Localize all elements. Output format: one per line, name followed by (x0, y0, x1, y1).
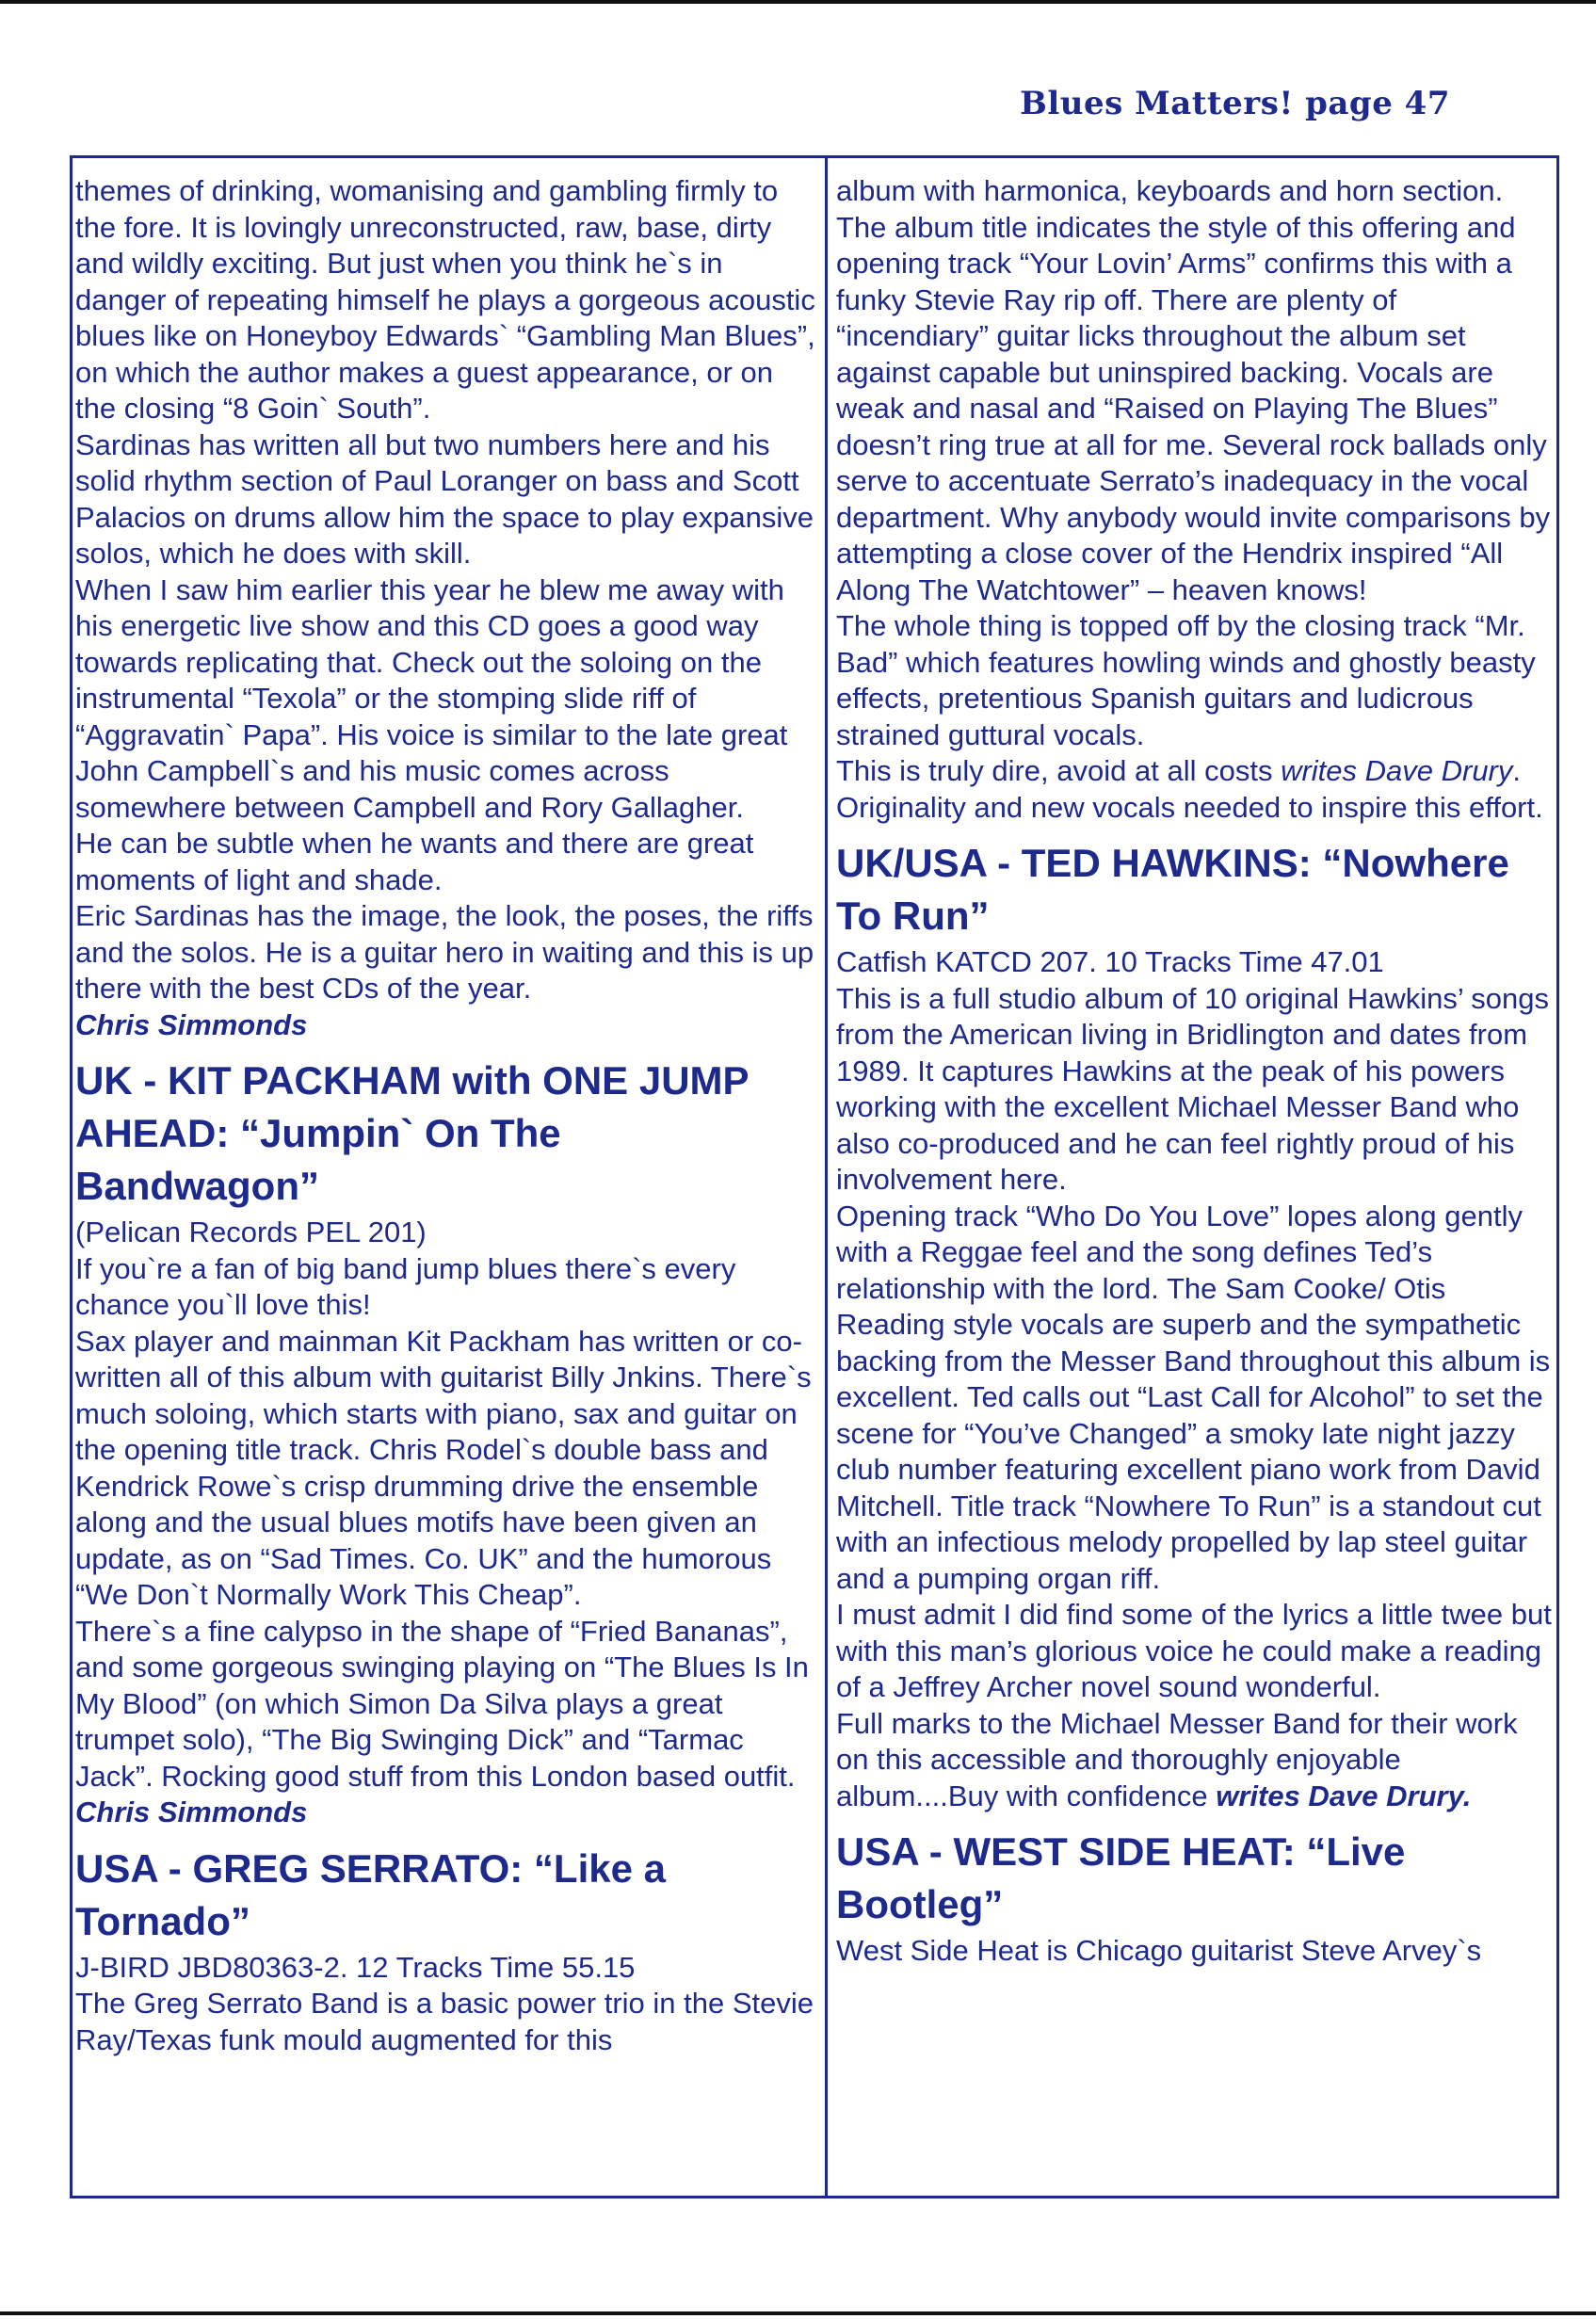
bottom-rule (0, 2311, 1596, 2315)
credit: writes Dave Drury (1281, 754, 1513, 787)
page-number: page 47 (1305, 85, 1450, 122)
paragraph: This is a full studio album of 10 original Hawkins’ songs from the American living in Bridlington and dates from 1989. It captures Hawkins at the peak of his powers working with the excellent Michael Messer Band who also co-produced and he can feel rightly proud of his involvement here. (836, 981, 1549, 1196)
credit: writes Dave Drury. (1216, 1779, 1472, 1812)
paragraph: Sardinas has written all but two numbers here and his solid rhythm section of Paul Loranger on bass and Scott Palacios on drums allow him the space to play expansive solos, which he does with skill. (75, 427, 814, 570)
paragraph (75, 1614, 815, 1831)
review-heading-kit-packham: UK - KIT PACKHAM with ONE JUMP AHEAD: “Jumpin` On The Bandwagon” (75, 1058, 749, 1208)
paragraph: Opening track “Who Do You Love” lopes along gently with a Reggae feel and the song defines Ted’s relationship with the lord. The Sam Cooke/ Otis Reading style vocals are superb and the sympathetic backing from the Messer Band throughout this album is excellent. Ted calls out “Last Call for Alcohol” to set the scene for “You’ve Changed” a smoky late night jazzy club number featuring excellent piano work from David Mitchell. Title track “Nowhere To Run” is a standout cut with an infectious melody propelled by lap steel guitar and a pumping organ riff. (836, 1199, 1551, 1595)
paragraph (836, 1706, 1552, 1815)
paragraph: album with harmonica, keyboards and horn section. (836, 174, 1504, 207)
review-heading-ted-hawkins: UK/USA - TED HAWKINS: “Nowhere To Run” (836, 841, 1509, 938)
paragraph (836, 753, 1552, 826)
page-header (998, 85, 1450, 122)
top-rule (0, 0, 1596, 4)
paragraph-text: Full marks to the Michael Messer Band for their work on this accessible and thoroughly enjoyable album....Buy with confidence (836, 1706, 1518, 1812)
paragraph: West Side Heat is Chicago guitarist Steve Arvey`s (836, 1934, 1482, 1967)
paragraph: The album title indicates the style of this offering and opening track “Your Lovin’ Arms” confirms this with a funky Stevie Ray rip off. There are plenty of “incendiary” guitar licks throughout the album set against capable but uninspired backing. Vocals are weak and nasal and “Raised on Playing The Blues” doesn’t ring true at all for me. Several rock ballads only serve to accentuate Serrato’s inadequacy in the vocal department. Why anybody would invite comparisons by attempting a close cover of the Hendrix inspired “All Along The Watchtower” – heaven knows! (836, 210, 1551, 606)
paragraph: If you`re a fan of big band jump blues there`s every chance you`ll love this! (75, 1251, 736, 1321)
label-info: Catfish KATCD 207. 10 Tracks Time 47.01 (836, 945, 1384, 978)
paragraph: He can be subtle when he wants and there are great moments of light and shade. (75, 827, 754, 896)
label-info: J-BIRD JBD80363-2. 12 Tracks Time 55.15 (75, 1950, 636, 1984)
review-heading-greg-serrato: USA - GREG SERRATO: “Like a Tornado” (75, 1845, 666, 1943)
paragraph: Eric Sardinas has the image, the look, the poses, the riffs and the solos. He is a guitar hero in waiting and this is up there with the best CDs of the year. (75, 899, 814, 1005)
magazine-title: Blues Matters! (1020, 85, 1294, 122)
left-column (75, 173, 815, 2058)
byline: Chris Simmonds (75, 1796, 308, 1828)
paragraph-text: There`s a fine calypso in the shape of “Fried Bananas”, and some gorgeous swinging playing on “The Blues Is In My Blood” (on which Simon Da Silva plays a great trumpet solo), “The Big Swinging Dick” and “Tarmac Jack”. Rocking good stuff from this London based outfit. (75, 1614, 809, 1793)
label-info: (Pelican Records PEL 201) (75, 1216, 427, 1248)
right-column (836, 173, 1552, 1970)
paragraph: The Greg Serrato Band is a basic power trio in the Stevie Ray/Texas funk mould augmented for this (75, 1987, 814, 2056)
paragraph-text: . Originality and new vocals needed to inspire this effort. (836, 754, 1543, 824)
paragraph-text: This is truly dire, avoid at all costs (836, 754, 1282, 787)
review-heading-west-side-heat: USA - WEST SIDE HEAT: “Live Bootleg” (836, 1829, 1406, 1926)
column-divider (825, 155, 828, 2198)
paragraph: The whole thing is topped off by the closing track “Mr. Bad” which features howling winds and ghostly beasty effects, pretentious Spanish guitars and ludicrous strained guttural vocals. (836, 609, 1536, 751)
paragraph: I must admit I did find some of the lyrics a little twee but with this man’s glorious voice he could make a reading of a Jeffrey Archer novel sound wonderful. (836, 1598, 1552, 1703)
byline: Chris Simmonds (75, 1007, 308, 1041)
paragraph: When I saw him earlier this year he blew me away with his energetic live show and this CD goes a good way towards replicating that. Check out the soloing on the instrumental “Texola” or the stomping slide riff of “Aggravatin` Papa”. His voice is similar to the late great John Campbell`s and his music comes across somewhere between Campbell and Rory Gallagher. (75, 572, 788, 824)
paragraph: Sax player and mainman Kit Packham has written or co-written all of this album with guitarist Billy Jnkins. There`s much soloing, which starts with piano, sax and guitar on the opening title track. Chris Rodel`s double bass and Kendrick Rowe`s crisp drumming drive the ensemble along and the usual blues motifs have been given an update, as on “Sad Times. Co. UK” and the humorous “We Don`t Normally Work This Cheap”. (75, 1324, 812, 1611)
paragraph: themes of drinking, womanising and gambling firmly to the fore. It is lovingly unreconstructed, raw, base, dirty and wildly exciting. But just when you think he`s in danger of repeating himself he plays a gorgeous acoustic blues like on Honeyboy Edwards` “Gambling Man Blues”, on which the author makes a guest appearance, or on the closing “8 Goin` South”. (75, 174, 815, 425)
